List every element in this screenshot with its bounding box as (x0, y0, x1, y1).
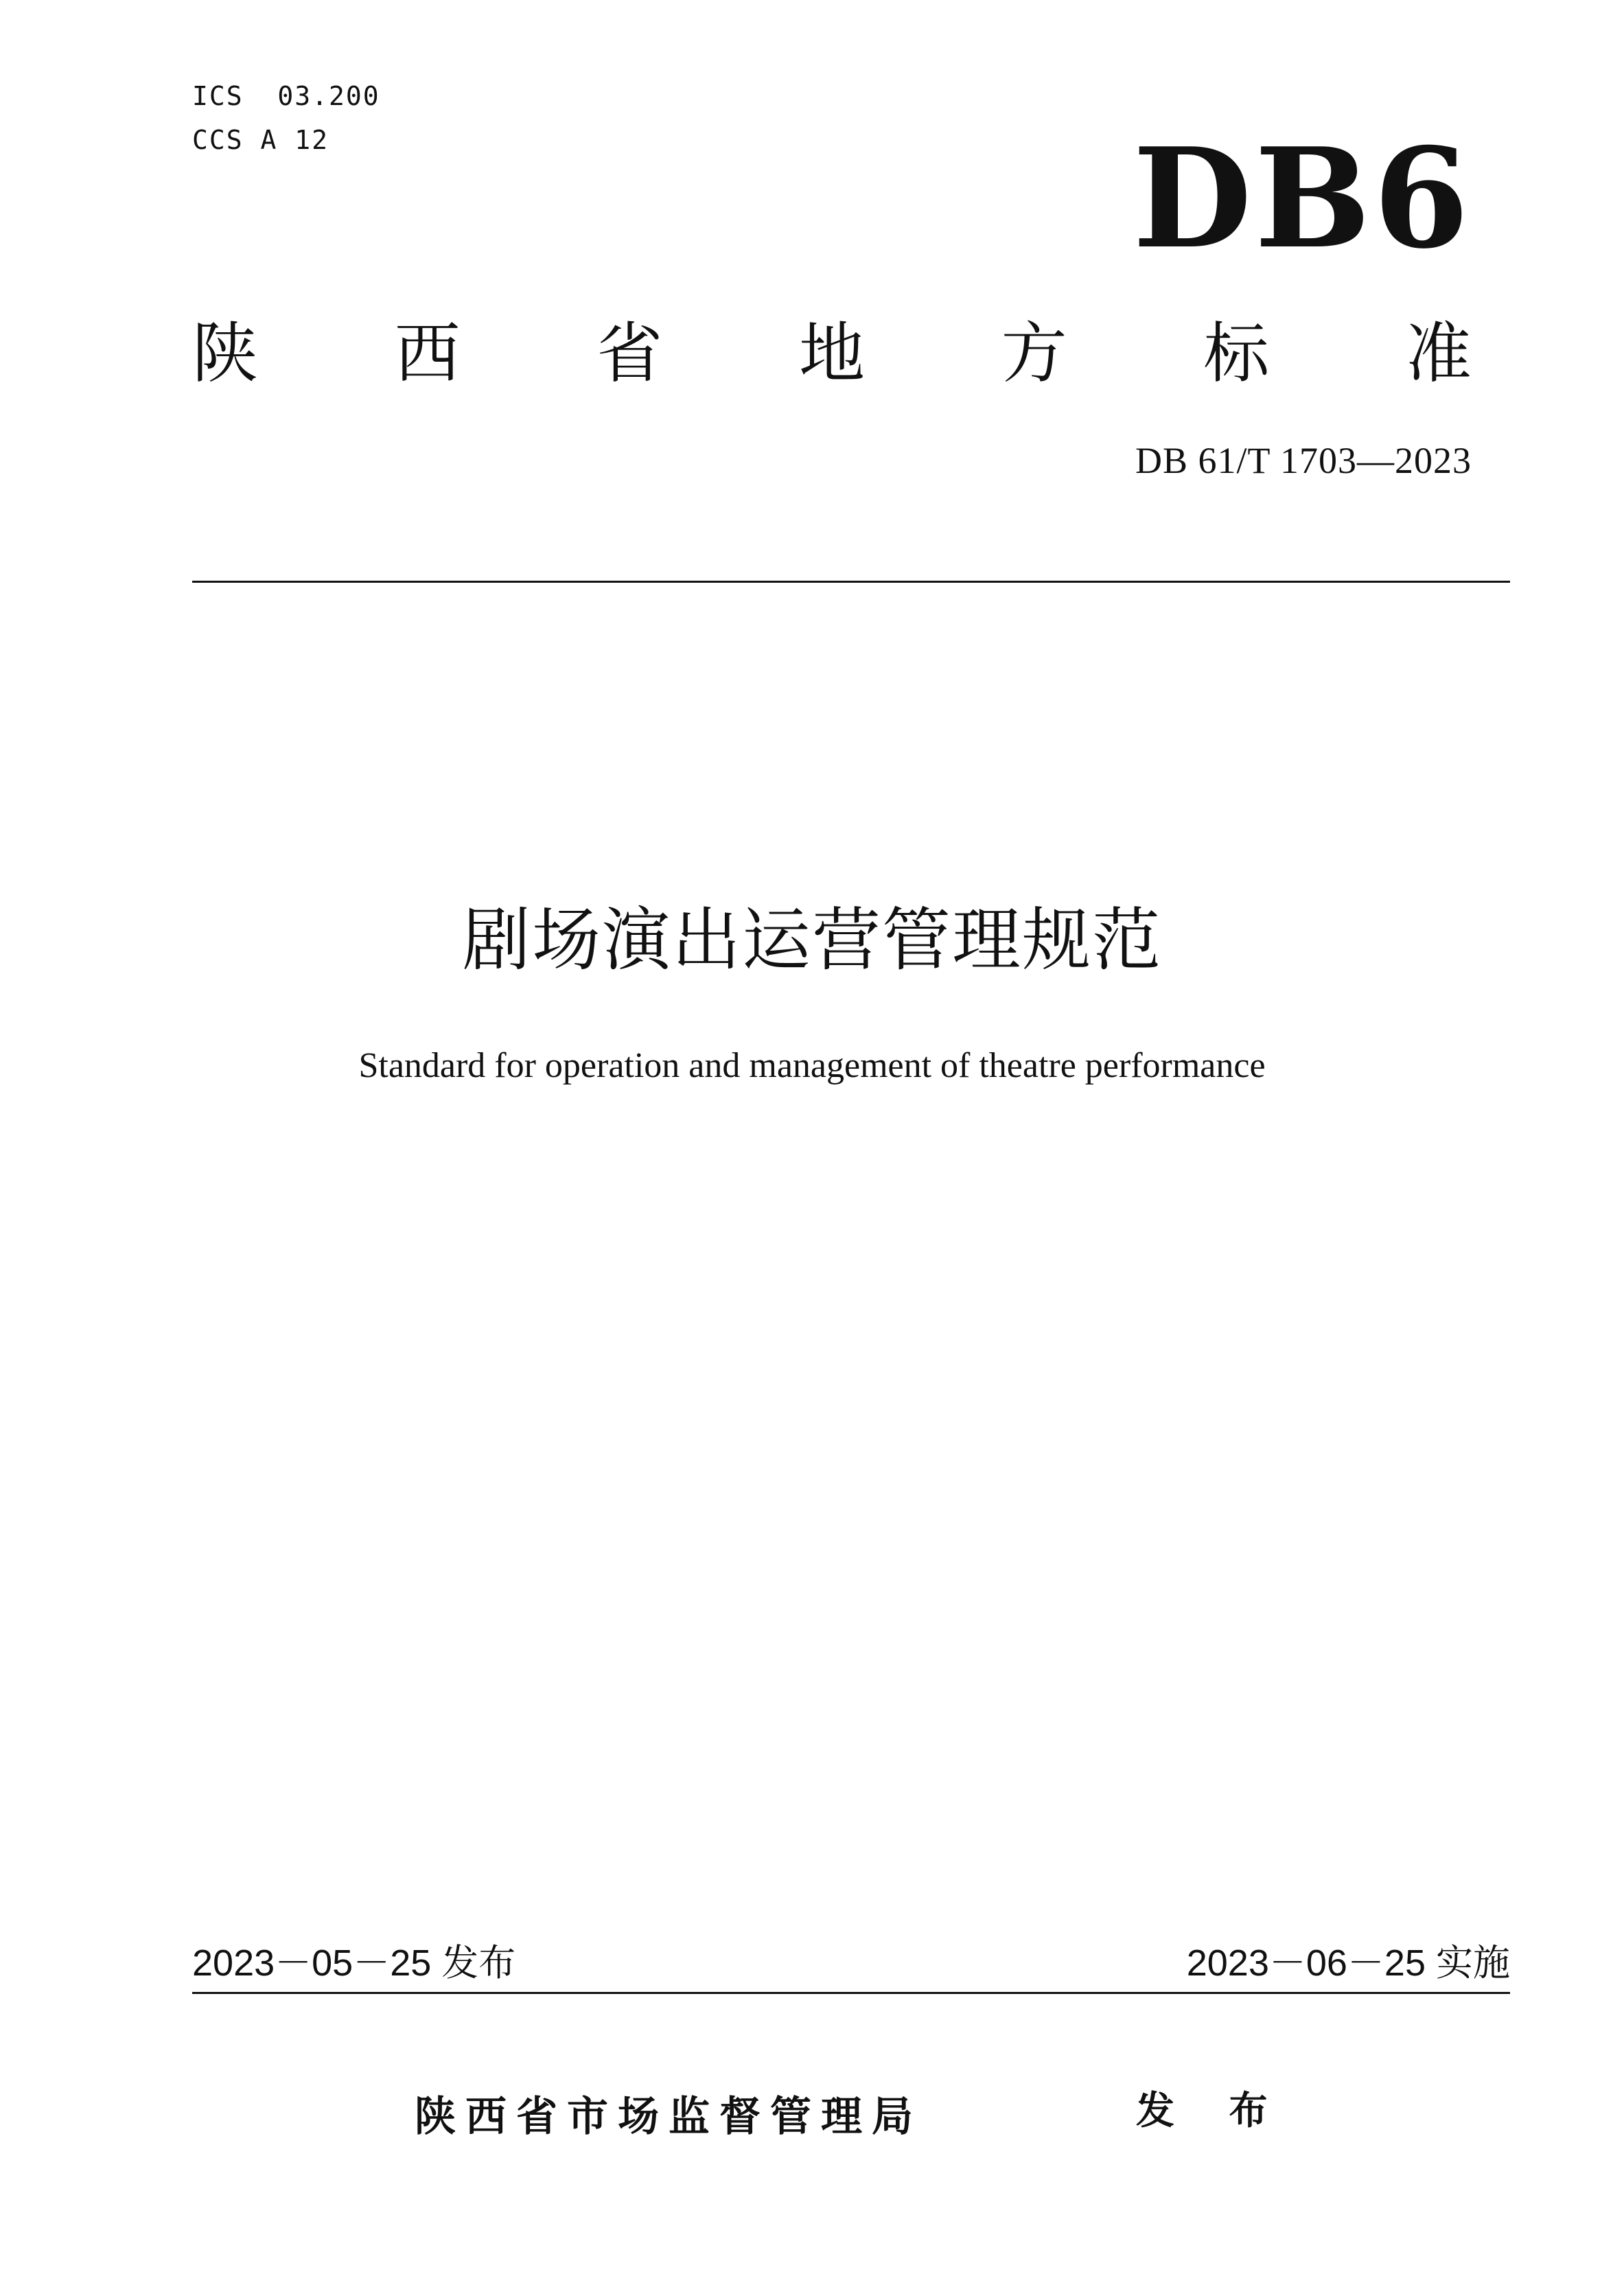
standard-type-char: 准 (1405, 315, 1472, 392)
standard-type-char: 方 (1001, 315, 1067, 392)
standard-type-char: 西 (394, 315, 461, 392)
standard-type-char: 地 (798, 315, 865, 392)
issue-date: 2023－05－25 发布 (192, 1943, 516, 1984)
document-title-english: Standard for operation and management of theatre performance (358, 1046, 1266, 1085)
document-title-chinese: 剧场演出运营管理规范 (462, 900, 1162, 980)
issuing-authority: 陕西省市场监督管理局 (415, 2093, 923, 2141)
standard-type-char: 省 (596, 315, 663, 392)
db-logo: DB6 (1133, 118, 1472, 279)
implementation-date: 2023－06－25 实施 (1186, 1943, 1510, 1984)
standard-type-heading (192, 312, 1472, 395)
standard-number: DB 61/T 1703—2023 (1135, 440, 1472, 481)
issue-label: 发 布 (1136, 2089, 1288, 2133)
top-divider (192, 581, 1510, 583)
ics-code: ICS 03.200 (192, 81, 380, 111)
ccs-code: CCS A 12 (192, 125, 329, 155)
bottom-divider (192, 1992, 1510, 1994)
standard-type-char: 标 (1203, 315, 1270, 392)
standard-type-char: 陕 (192, 315, 258, 392)
